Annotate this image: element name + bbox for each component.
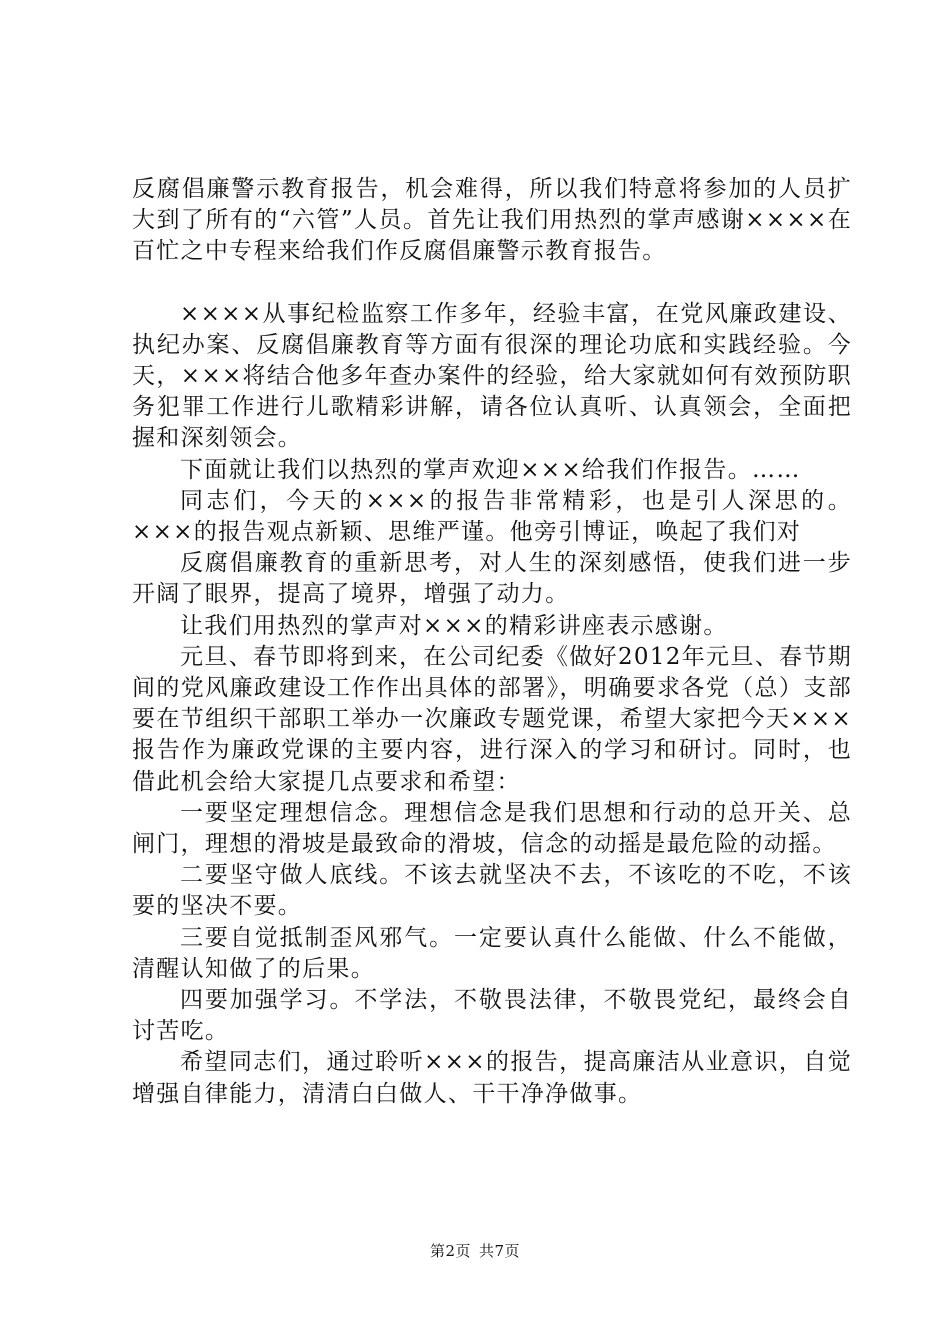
paragraph-requirement-3: 三要自觉抵制歪风邪气。一定要认真什么能做、什么不能做，清醒认知做了的后果。 xyxy=(132,924,852,982)
paragraph-holiday: 元旦、春节即将到来，在公司纪委《做好2012年元旦、春节期间的党风廉政建设工作作出具体的部署》，明确要求各党（总）支部要在节组织干部职工举办一次廉政专题党课，希望大家把今天×××报告作为廉政党课的主要内容，进行深入的学习和研讨。同时，也借此机会给大家提几点要求和希望： xyxy=(132,643,852,795)
paragraph-opening: 反腐倡廉警示教育报告，机会难得，所以我们特意将参加的人员扩大到了所有的“六管”人员。首先让我们用热烈的掌声感谢××××在百忙之中专程来给我们作反腐倡廉警示教育报告。 xyxy=(132,176,852,265)
paragraph-closing: 希望同志们，通过聆听×××的报告，提高廉洁从业意识，自觉增强自律能力，清清白白做人、干干净净做事。 xyxy=(132,1049,852,1107)
paragraph-comment: 同志们，今天的×××的报告非常精彩，也是引人深思的。×××的报告观点新颖、思维严谨。他旁引博证，唤起了我们对 xyxy=(132,487,852,546)
page-footer xyxy=(0,1241,950,1261)
page-number: 第2页 xyxy=(429,1242,471,1260)
paragraph-requirement-4: 四要加强学习。不学法，不敬畏法律，不敬畏党纪，最终会自讨苦吃。 xyxy=(132,987,852,1045)
page-total: 共7页 xyxy=(479,1242,521,1260)
paragraph-speaker-intro: ××××从事纪检监察工作多年，经验丰富，在党风廉政建设、执纪办案、反腐倡廉教育等方面有很深的理论功底和实践经验。今天，×××将结合他多年查办案件的经验，给大家就如何有效预防职务犯罪工作进行儿歌精彩讲解，请各位认真听、认真领会，全面把握和深刻领会。 xyxy=(132,300,852,452)
document-body xyxy=(132,174,852,1110)
paragraph-requirement-1: 一要坚定理想信念。理想信念是我们思想和行动的总开关、总闸门，理想的滑坡是最致命的滑坡，信念的动摇是最危险的动摇。 xyxy=(132,799,852,858)
paragraph-welcome: 下面就让我们以热烈的掌声欢迎×××给我们作报告。…… xyxy=(180,456,801,483)
paragraph-thanks: 让我们用热烈的掌声对×××的精彩讲座表示感谢。 xyxy=(180,612,728,639)
paragraph-reflection: 反腐倡廉教育的重新思考，对人生的深刻感悟，使我们进一步开阔了眼界，提高了境界，增强了动力。 xyxy=(132,550,852,608)
paragraph-requirement-2: 二要坚守做人底线。不该去就坚决不去，不该吃的不吃，不该要的坚决不要。 xyxy=(132,862,852,920)
